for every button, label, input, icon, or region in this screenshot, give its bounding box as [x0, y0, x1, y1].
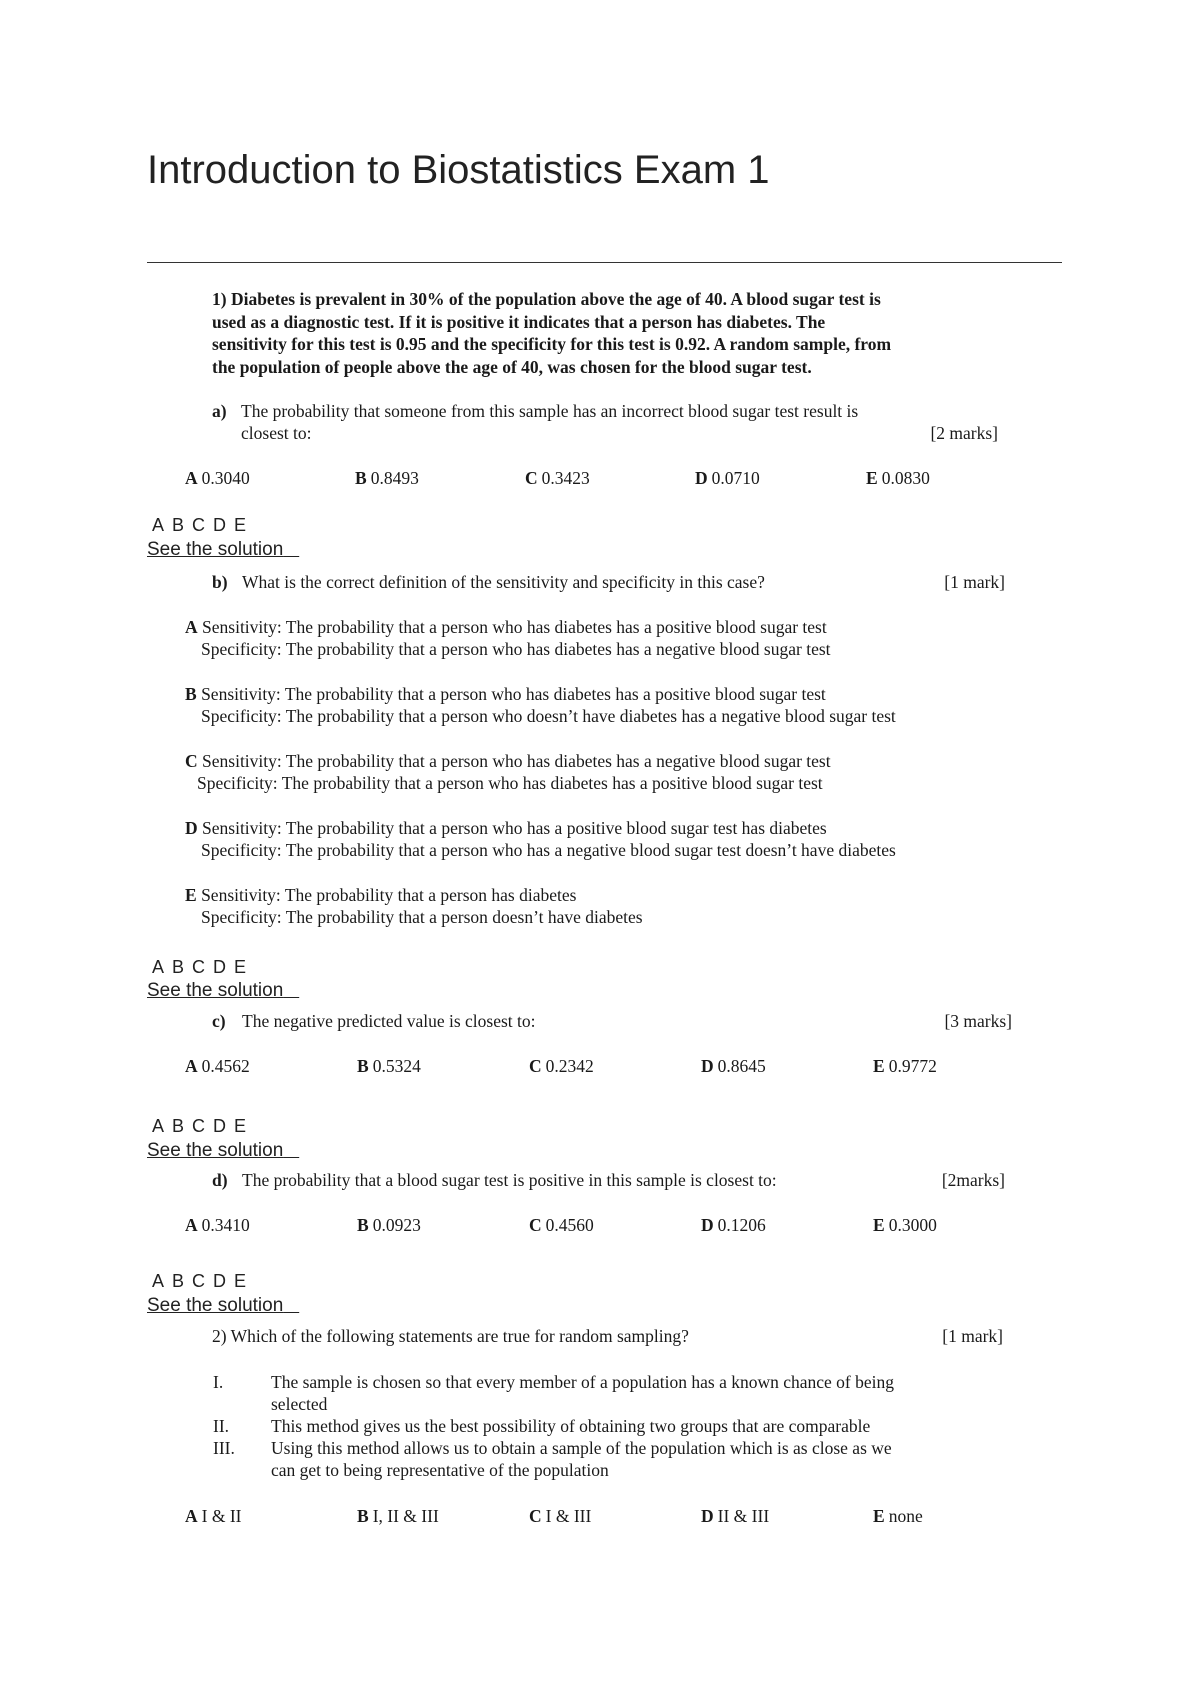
- answer-choice-a[interactable]: A: [152, 957, 165, 977]
- part-label: b): [212, 572, 228, 592]
- answer-choice-d[interactable]: D: [213, 1271, 227, 1291]
- part-label: a): [212, 401, 227, 421]
- answer-choice-e[interactable]: E: [234, 515, 247, 535]
- answer-choice-e[interactable]: E: [234, 1116, 247, 1136]
- option-e-line-2: Specificity: The probability that a person doesn’t have diabetes: [201, 907, 643, 927]
- part-label: c): [212, 1011, 226, 1031]
- marks-label: [1 mark]: [944, 572, 1005, 592]
- answer-picker: [152, 1271, 254, 1292]
- question-1-stem: [212, 288, 1012, 378]
- question-text: The negative predicted value is closest to:: [242, 1011, 536, 1031]
- option-a-line-2: Specificity: The probability that a person who has diabetes has a negative blood sugar test: [201, 639, 831, 659]
- answer-choice-c[interactable]: C: [192, 1271, 206, 1291]
- part-label: d): [212, 1170, 228, 1190]
- answer-choice-c[interactable]: C: [192, 1116, 206, 1136]
- option-d: D 0.0710: [695, 468, 760, 488]
- option-e: E 0.0830: [866, 468, 930, 488]
- option-a: A 0.4562: [185, 1056, 250, 1076]
- question-1-stem-line: used as a diagnostic test. If it is positive it indicates that a person has diabetes. The: [212, 311, 826, 332]
- see-solution-link[interactable]: See the solution: [147, 539, 284, 560]
- option-c: C Sensitivity: The probability that a person who has diabetes has a negative blood sugar test: [185, 751, 831, 771]
- option-e: E Sensitivity: The probability that a person has diabetes: [185, 885, 577, 905]
- option-c: C 0.3423: [525, 468, 590, 488]
- question-text: 2) Which of the following statements are true for random sampling?: [212, 1326, 689, 1346]
- option-a: A 0.3410: [185, 1215, 250, 1235]
- statement-numeral: II.: [213, 1416, 230, 1436]
- option-a: A I & II: [185, 1506, 242, 1526]
- option-c: C 0.4560: [529, 1215, 594, 1235]
- question-text: closest to:: [241, 423, 312, 443]
- answer-choice-b[interactable]: B: [172, 957, 185, 977]
- answer-choice-b[interactable]: B: [172, 1271, 185, 1291]
- answer-choice-e[interactable]: E: [234, 957, 247, 977]
- see-solution-link[interactable]: See the solution: [147, 980, 284, 1001]
- see-solution-link[interactable]: See the solution: [147, 1140, 284, 1161]
- answer-picker: [152, 515, 254, 536]
- marks-label: [2 marks]: [930, 423, 998, 443]
- option-c-line-2: Specificity: The probability that a person who has diabetes has a positive blood sugar test: [197, 773, 823, 793]
- option-e: E 0.3000: [873, 1215, 937, 1235]
- answer-choice-a[interactable]: A: [152, 1271, 165, 1291]
- statement-numeral: I.: [213, 1372, 224, 1392]
- question-1-stem-line: 1) Diabetes is prevalent in 30% of the population above the age of 40. A blood sugar test is: [212, 289, 881, 309]
- option-b: B Sensitivity: The probability that a person who has diabetes has a positive blood sugar test: [185, 684, 826, 704]
- option-d-line-2: Specificity: The probability that a person who has a negative blood sugar test doesn’t have diabetes: [201, 840, 896, 860]
- option-b: B 0.5324: [357, 1056, 421, 1076]
- question-text: The probability that a blood sugar test is positive in this sample is closest to:: [242, 1170, 777, 1190]
- option-c: C I & III: [529, 1506, 592, 1526]
- marks-label: [1 mark]: [942, 1326, 1003, 1346]
- statement-text: The sample is chosen so that every member of a population has a known chance of being: [271, 1372, 895, 1392]
- statement-text: can get to being representative of the population: [271, 1460, 609, 1480]
- question-1-stem-line: the population of people above the age of 40, was chosen for the blood sugar test.: [212, 356, 812, 377]
- question-text: The probability that someone from this sample has an incorrect blood sugar test result is: [241, 401, 859, 421]
- answer-choice-c[interactable]: C: [192, 515, 206, 535]
- answer-picker: [152, 1116, 254, 1137]
- marks-label: [3 marks]: [944, 1011, 1012, 1031]
- option-b: B I, II & III: [357, 1506, 439, 1526]
- statement-text: Using this method allows us to obtain a sample of the population which is as close as we: [271, 1438, 892, 1458]
- statement-numeral: III.: [213, 1438, 235, 1458]
- question-1-stem-line: sensitivity for this test is 0.95 and the specificity for this test is 0.92. A random sample, from: [212, 334, 892, 354]
- statement-text: This method gives us the best possibility of obtaining two groups that are comparable: [271, 1416, 871, 1436]
- answer-choice-d[interactable]: D: [213, 515, 227, 535]
- option-e: E 0.9772: [873, 1056, 937, 1076]
- statement-text: selected: [271, 1394, 328, 1414]
- answer-choice-c[interactable]: C: [192, 957, 206, 977]
- answer-choice-d[interactable]: D: [213, 957, 227, 977]
- answer-choice-a[interactable]: A: [152, 515, 165, 535]
- option-d: D 0.1206: [701, 1215, 766, 1235]
- page-title: Introduction to Biostatistics Exam 1: [147, 148, 770, 192]
- title-divider: [147, 262, 1062, 263]
- option-d: D Sensitivity: The probability that a person who has a positive blood sugar test has diabetes: [185, 818, 827, 838]
- answer-choice-b[interactable]: B: [172, 515, 185, 535]
- marks-label: [2marks]: [941, 1170, 1005, 1190]
- answer-choice-d[interactable]: D: [213, 1116, 227, 1136]
- option-d: D 0.8645: [701, 1056, 766, 1076]
- option-c: C 0.2342: [529, 1056, 594, 1076]
- option-b-line-2: Specificity: The probability that a person who doesn’t have diabetes has a negative blood sugar test: [201, 706, 896, 726]
- see-solution-link[interactable]: See the solution: [147, 1295, 284, 1316]
- question-text: What is the correct definition of the sensitivity and specificity in this case?: [242, 572, 765, 592]
- option-a: A Sensitivity: The probability that a person who has diabetes has a positive blood sugar test: [185, 617, 827, 637]
- option-a: A 0.3040: [185, 468, 250, 488]
- answer-choice-e[interactable]: E: [234, 1271, 247, 1291]
- option-e: E none: [873, 1506, 923, 1526]
- option-d: D II & III: [701, 1506, 770, 1526]
- option-b: B 0.0923: [357, 1215, 421, 1235]
- answer-choice-a[interactable]: A: [152, 1116, 165, 1136]
- answer-choice-b[interactable]: B: [172, 1116, 185, 1136]
- answer-picker: [152, 957, 254, 978]
- option-b: B 0.8493: [355, 468, 419, 488]
